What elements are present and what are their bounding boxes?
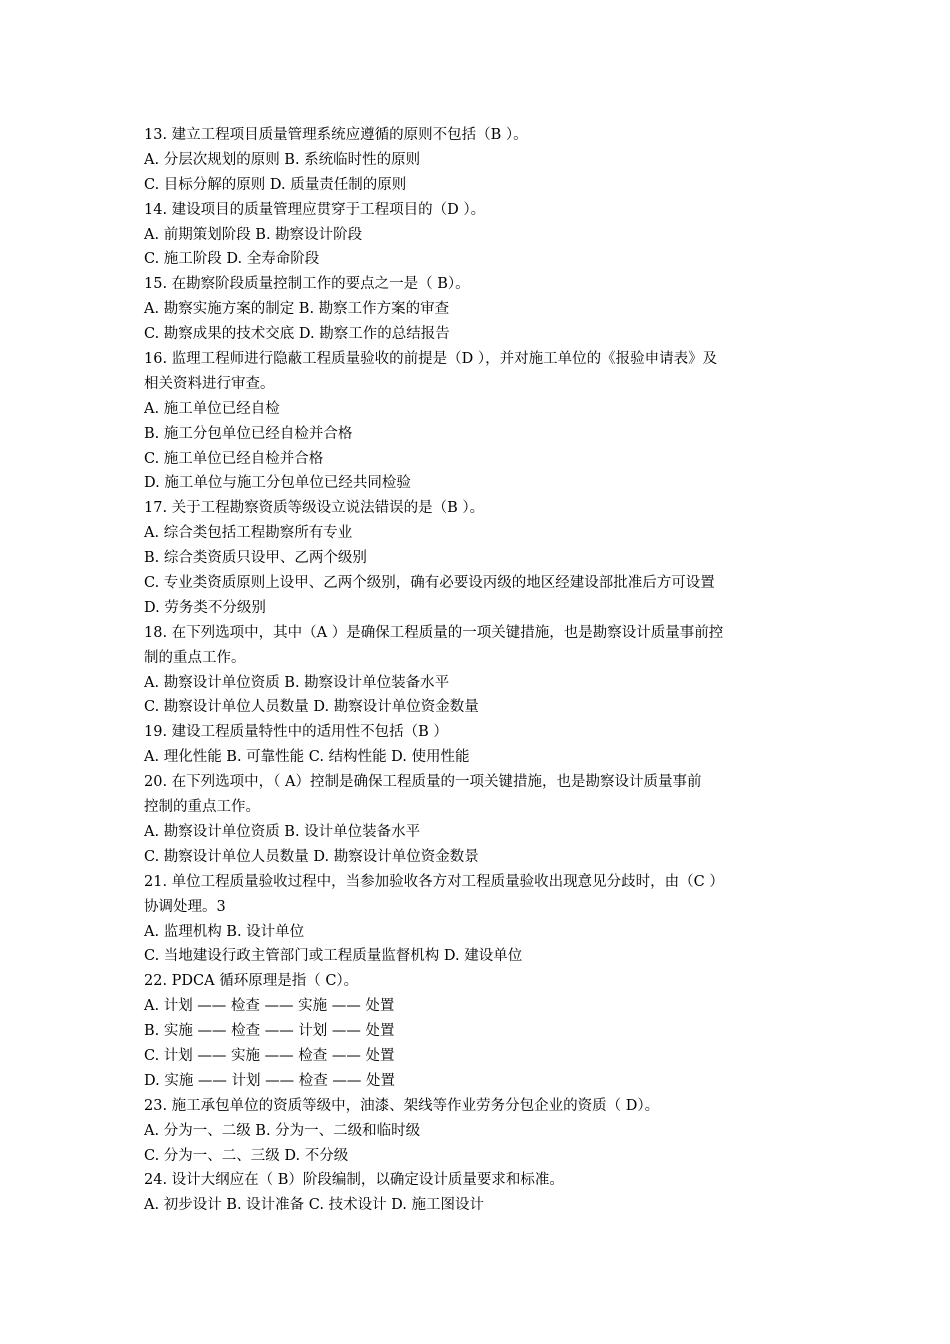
question-18-text-continued: 制的重点工作。 [144,649,246,666]
question-15-text: 15. 在勘察阶段质量控制工作的要点之一是（ B）。 [144,276,470,293]
question-20-options-cd: C. 勘察设计单位人员数量 D. 勘察设计单位资金数景 [144,848,479,865]
question-20-text-continued: 控制的重点工作。 [144,799,260,816]
question-16-option-b: B. 施工分包单位已经自检并合格 [144,425,353,442]
question-23-options-cd: C. 分为一、二、三级 D. 不分级 [144,1147,349,1164]
question-18-options-cd: C. 勘察设计单位人员数量 D. 勘察设计单位资金数量 [144,699,479,716]
document-page [144,123,814,1218]
question-22-option-a: A. 计划 —— 检查 —— 实施 —— 处置 [144,998,395,1015]
question-21-text: 21. 单位工程质量验收过程中，当参加验收各方对工程质量验收出现意见分歧时，由（C ） [144,873,724,890]
question-17-option-d: D. 劳务类不分级别 [144,599,266,616]
question-18-options-ab: A. 勘察设计单位资质 B. 勘察设计单位装备水平 [144,674,450,691]
question-16-option-c: C. 施工单位已经自检并合格 [144,450,324,467]
question-17-option-a: A. 综合类包括工程勘察所有专业 [144,525,353,542]
question-15-options-ab: A. 勘察实施方案的制定 B. 勘察工作方案的审查 [144,301,450,318]
question-20-options-ab: A. 勘察设计单位资质 B. 设计单位装备水平 [144,823,421,840]
question-23-options-ab: A. 分为一、二级 B. 分为一、二级和临时级 [144,1122,421,1139]
question-18-text: 18. 在下列选项中，其中（A ）是确保工程质量的一项关键措施，也是勘察设计质量事前控 [144,624,724,641]
question-17-option-c: C. 专业类资质原则上设甲、乙两个级别，确有必要设丙级的地区经建设部批准后方可设置 [144,575,715,592]
question-13-options-cd: C. 目标分解的原则 D. 质量责任制的原则 [144,176,407,193]
question-16-text-continued: 相关资料进行审查。 [144,375,275,392]
question-14-text: 14. 建设项目的质量管理应贯穿于工程项目的（D ）。 [144,201,486,218]
question-13-text: 13. 建立工程项目质量管理系统应遵循的原则不包括（B ）。 [144,127,528,143]
question-16-text: 16. 监理工程师进行隐蔽工程质量验收的前提是（D ），并对施工单位的《报验申请表》及 [144,351,718,368]
question-14-options-cd: C. 施工阶段 D. 全寿命阶段 [144,251,320,268]
question-22-option-b: B. 实施 —— 检查 —— 计划 —— 处置 [144,1023,395,1040]
question-21-options-cd: C. 当地建设行政主管部门或工程质量监督机构 D. 建设单位 [144,948,523,965]
question-22-option-c: C. 计划 —— 实施 —— 检查 —— 处置 [144,1047,395,1064]
question-14-options-ab: A. 前期策划阶段 B. 勘察设计阶段 [144,226,363,243]
question-17-text: 17. 关于工程勘察资质等级设立说法错误的是（B ）。 [144,500,485,517]
question-20-text: 20. 在下列选项中，（ A）控制是确保工程质量的一项关键措施，也是勘察设计质量事前 [144,774,702,791]
question-22-option-d: D. 实施 —— 计划 —— 检查 —— 处置 [144,1072,395,1089]
question-13-options-ab: A. 分层次规划的原则 B. 系统临时性的原则 [144,151,421,168]
question-22-text: 22. PDCA 循环原理是指（ C）。 [144,973,359,990]
question-16-option-a: A. 施工单位已经自检 [144,400,280,417]
question-24-text: 24. 设计大纲应在（ B）阶段编制，以确定设计质量要求和标准。 [144,1172,564,1189]
question-17-option-b: B. 综合类资质只设甲、乙两个级别 [144,550,367,567]
question-23-text: 23. 施工承包单位的资质等级中，油漆、架线等作业劳务分包企业的资质（ D）。 [144,1097,660,1114]
question-21-options-ab: A. 监理机构 B. 设计单位 [144,923,305,940]
question-16-option-d: D. 施工单位与施工分包单位已经共同检验 [144,475,411,492]
question-19-options: A. 理化性能 B. 可靠性能 C. 结构性能 D. 使用性能 [144,749,470,766]
question-15-options-cd: C. 勘察成果的技术交底 D. 勘察工作的总结报告 [144,326,450,343]
question-21-text-continued: 协调处理。3 [144,898,226,915]
question-19-text: 19. 建设工程质量特性中的适用性不包括（B ） [144,724,448,741]
question-24-options: A. 初步设计 B. 设计准备 C. 技术设计 D. 施工图设计 [144,1197,485,1214]
